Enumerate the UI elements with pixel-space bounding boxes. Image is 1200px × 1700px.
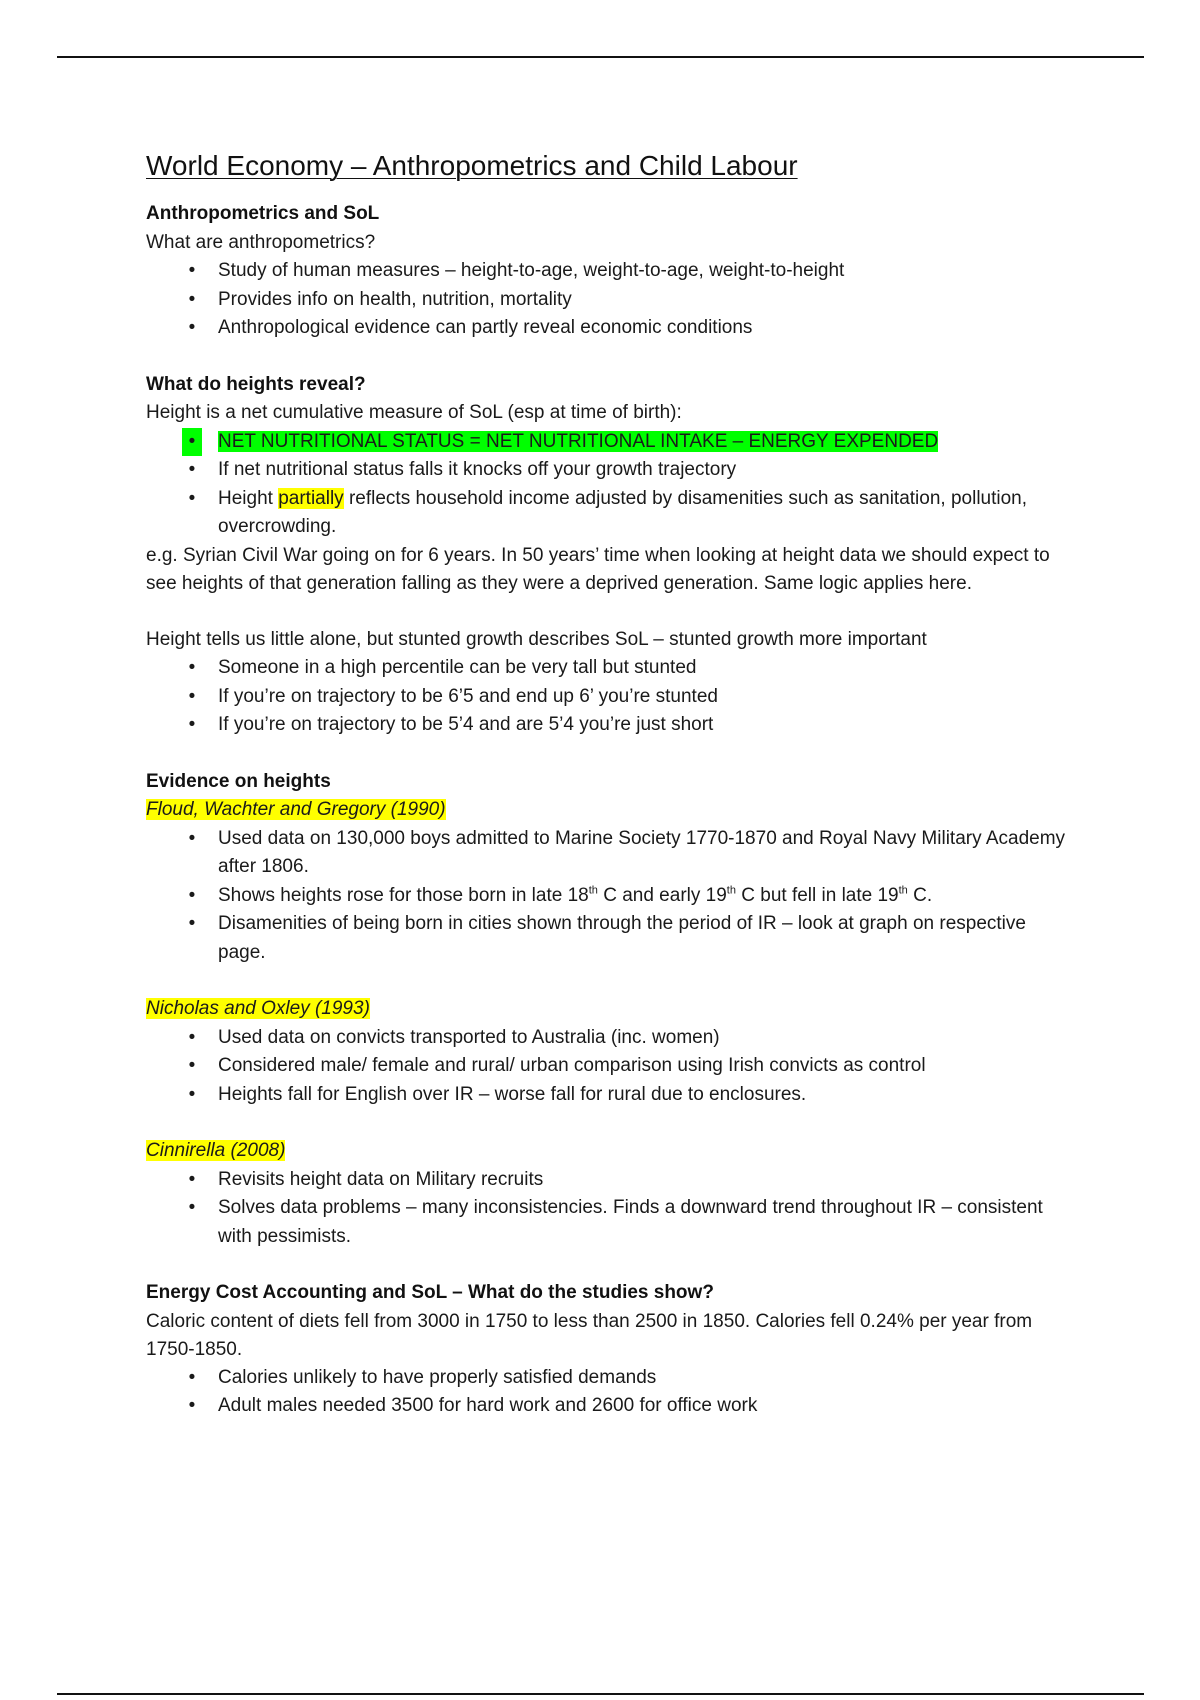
section-heading-energy-cost: Energy Cost Accounting and SoL – What do the studies show? [146, 1282, 714, 1303]
reference-nicholas-oxley: Nicholas and Oxley (1993) [146, 998, 370, 1019]
list-item: • Heights fall for English over IR – worse fall for rural due to enclosures. [146, 1081, 1066, 1110]
highlighted-word: partially [278, 487, 344, 509]
bullet-icon: • [188, 657, 196, 678]
section-intro: Height is a net cumulative measure of SoL (esp at time of birth): [146, 402, 682, 423]
list-item: • Used data on convicts transported to Australia (inc. women) [146, 1024, 1066, 1053]
list-item: • Shows heights rose for those born in late 18th C and early 19th C but fell in late 19th C. [146, 882, 1066, 911]
list-item: • If you’re on trajectory to be 5’4 and are 5’4 you’re just short [146, 711, 1066, 740]
bullet-icon: • [188, 260, 196, 281]
bullet-list [146, 1024, 1066, 1110]
list-item: • Disamenities of being born in cities shown through the period of IR – look at graph on respective page. [146, 910, 1066, 967]
bullet-icon: • [188, 1197, 196, 1218]
section-heading-evidence: Evidence on heights [146, 770, 331, 792]
list-item: • Someone in a high percentile can be very tall but stunted [146, 654, 1066, 683]
example-paragraph: e.g. Syrian Civil War going on for 6 years. In 50 years’ time when looking at height data we should expect to see heights of that generation falling as they were a deprived generation. Same logic applies here. [146, 544, 1050, 594]
bullet-icon: • [188, 487, 196, 509]
section-heading-heights-reveal: What do heights reveal? [146, 373, 366, 395]
bullet-icon: • [188, 827, 196, 849]
list-item: • Considered male/ female and rural/ urban comparison using Irish convicts as control [146, 1052, 1066, 1081]
list-item: • If you’re on trajectory to be 6’5 and end up 6’ you’re stunted [146, 683, 1066, 712]
top-rule [57, 56, 1144, 58]
page-title: World Economy – Anthropometrics and Child Labour [146, 150, 798, 181]
bullet-icon: • [188, 288, 196, 310]
list-item: • Adult males needed 3500 for hard work and 2600 for office work [146, 1392, 1066, 1421]
document-body [146, 146, 1066, 1421]
section-intro: Caloric content of diets fell from 3000 in 1750 to less than 2500 in 1850. Calories fell 0.24% per year from 1750-1850. [146, 1310, 1033, 1360]
list-item: • Anthropological evidence can partly reveal economic conditions [146, 314, 1066, 343]
list-item-highlighted: • NET NUTRITIONAL STATUS = NET NUTRITIONAL INTAKE – ENERGY EXPENDED [146, 428, 1066, 457]
bullet-icon: • [188, 685, 196, 707]
bullet-icon: • [188, 1395, 196, 1416]
bullet-icon: • [188, 459, 196, 480]
bullet-list [146, 825, 1066, 968]
bullet-list [146, 654, 1066, 740]
list-item: • Calories unlikely to have properly satisfied demands [146, 1364, 1066, 1393]
bullet-icon: • [188, 1055, 196, 1076]
bullet-icon: • [188, 714, 196, 735]
bullet-list [146, 257, 1066, 343]
bullet-icon: • [188, 317, 196, 338]
stunted-intro: Height tells us little alone, but stunted growth describes SoL – stunted growth more important [146, 628, 927, 650]
list-item: • If net nutritional status falls it knocks off your growth trajectory [146, 456, 1066, 485]
bullet-icon: • [182, 428, 202, 457]
bottom-rule [57, 1693, 1144, 1695]
list-item: • Used data on 130,000 boys admitted to Marine Society 1770-1870 and Royal Navy Military Academy after 1806. [146, 825, 1066, 882]
list-item: • Study of human measures – height-to-age, weight-to-age, weight-to-height [146, 257, 1066, 286]
list-item: • Height partially reflects household income adjusted by disamenities such as sanitation, pollution, overcrowding. [146, 485, 1066, 542]
bullet-list [146, 1364, 1066, 1421]
bullet-icon: • [188, 1026, 196, 1048]
bullet-icon: • [188, 1083, 196, 1105]
list-item: • Solves data problems – many inconsistencies. Finds a downward trend throughout IR – consistent with pessimists. [146, 1194, 1066, 1251]
reference-cinnirella: Cinnirella (2008) [146, 1140, 286, 1161]
reference-floud: Floud, Wachter and Gregory (1990) [146, 799, 446, 820]
section-intro: What are anthropometrics? [146, 231, 376, 253]
bullet-icon: • [188, 1168, 196, 1190]
list-item: • Revisits height data on Military recruits [146, 1166, 1066, 1195]
bullet-list [146, 1166, 1066, 1252]
bullet-list [146, 428, 1066, 542]
bullet-icon: • [188, 884, 196, 906]
bullet-icon: • [188, 913, 196, 934]
bullet-icon: • [188, 1366, 196, 1388]
list-item: • Provides info on health, nutrition, mortality [146, 286, 1066, 315]
section-heading-anthropometrics: Anthropometrics and SoL [146, 203, 380, 224]
